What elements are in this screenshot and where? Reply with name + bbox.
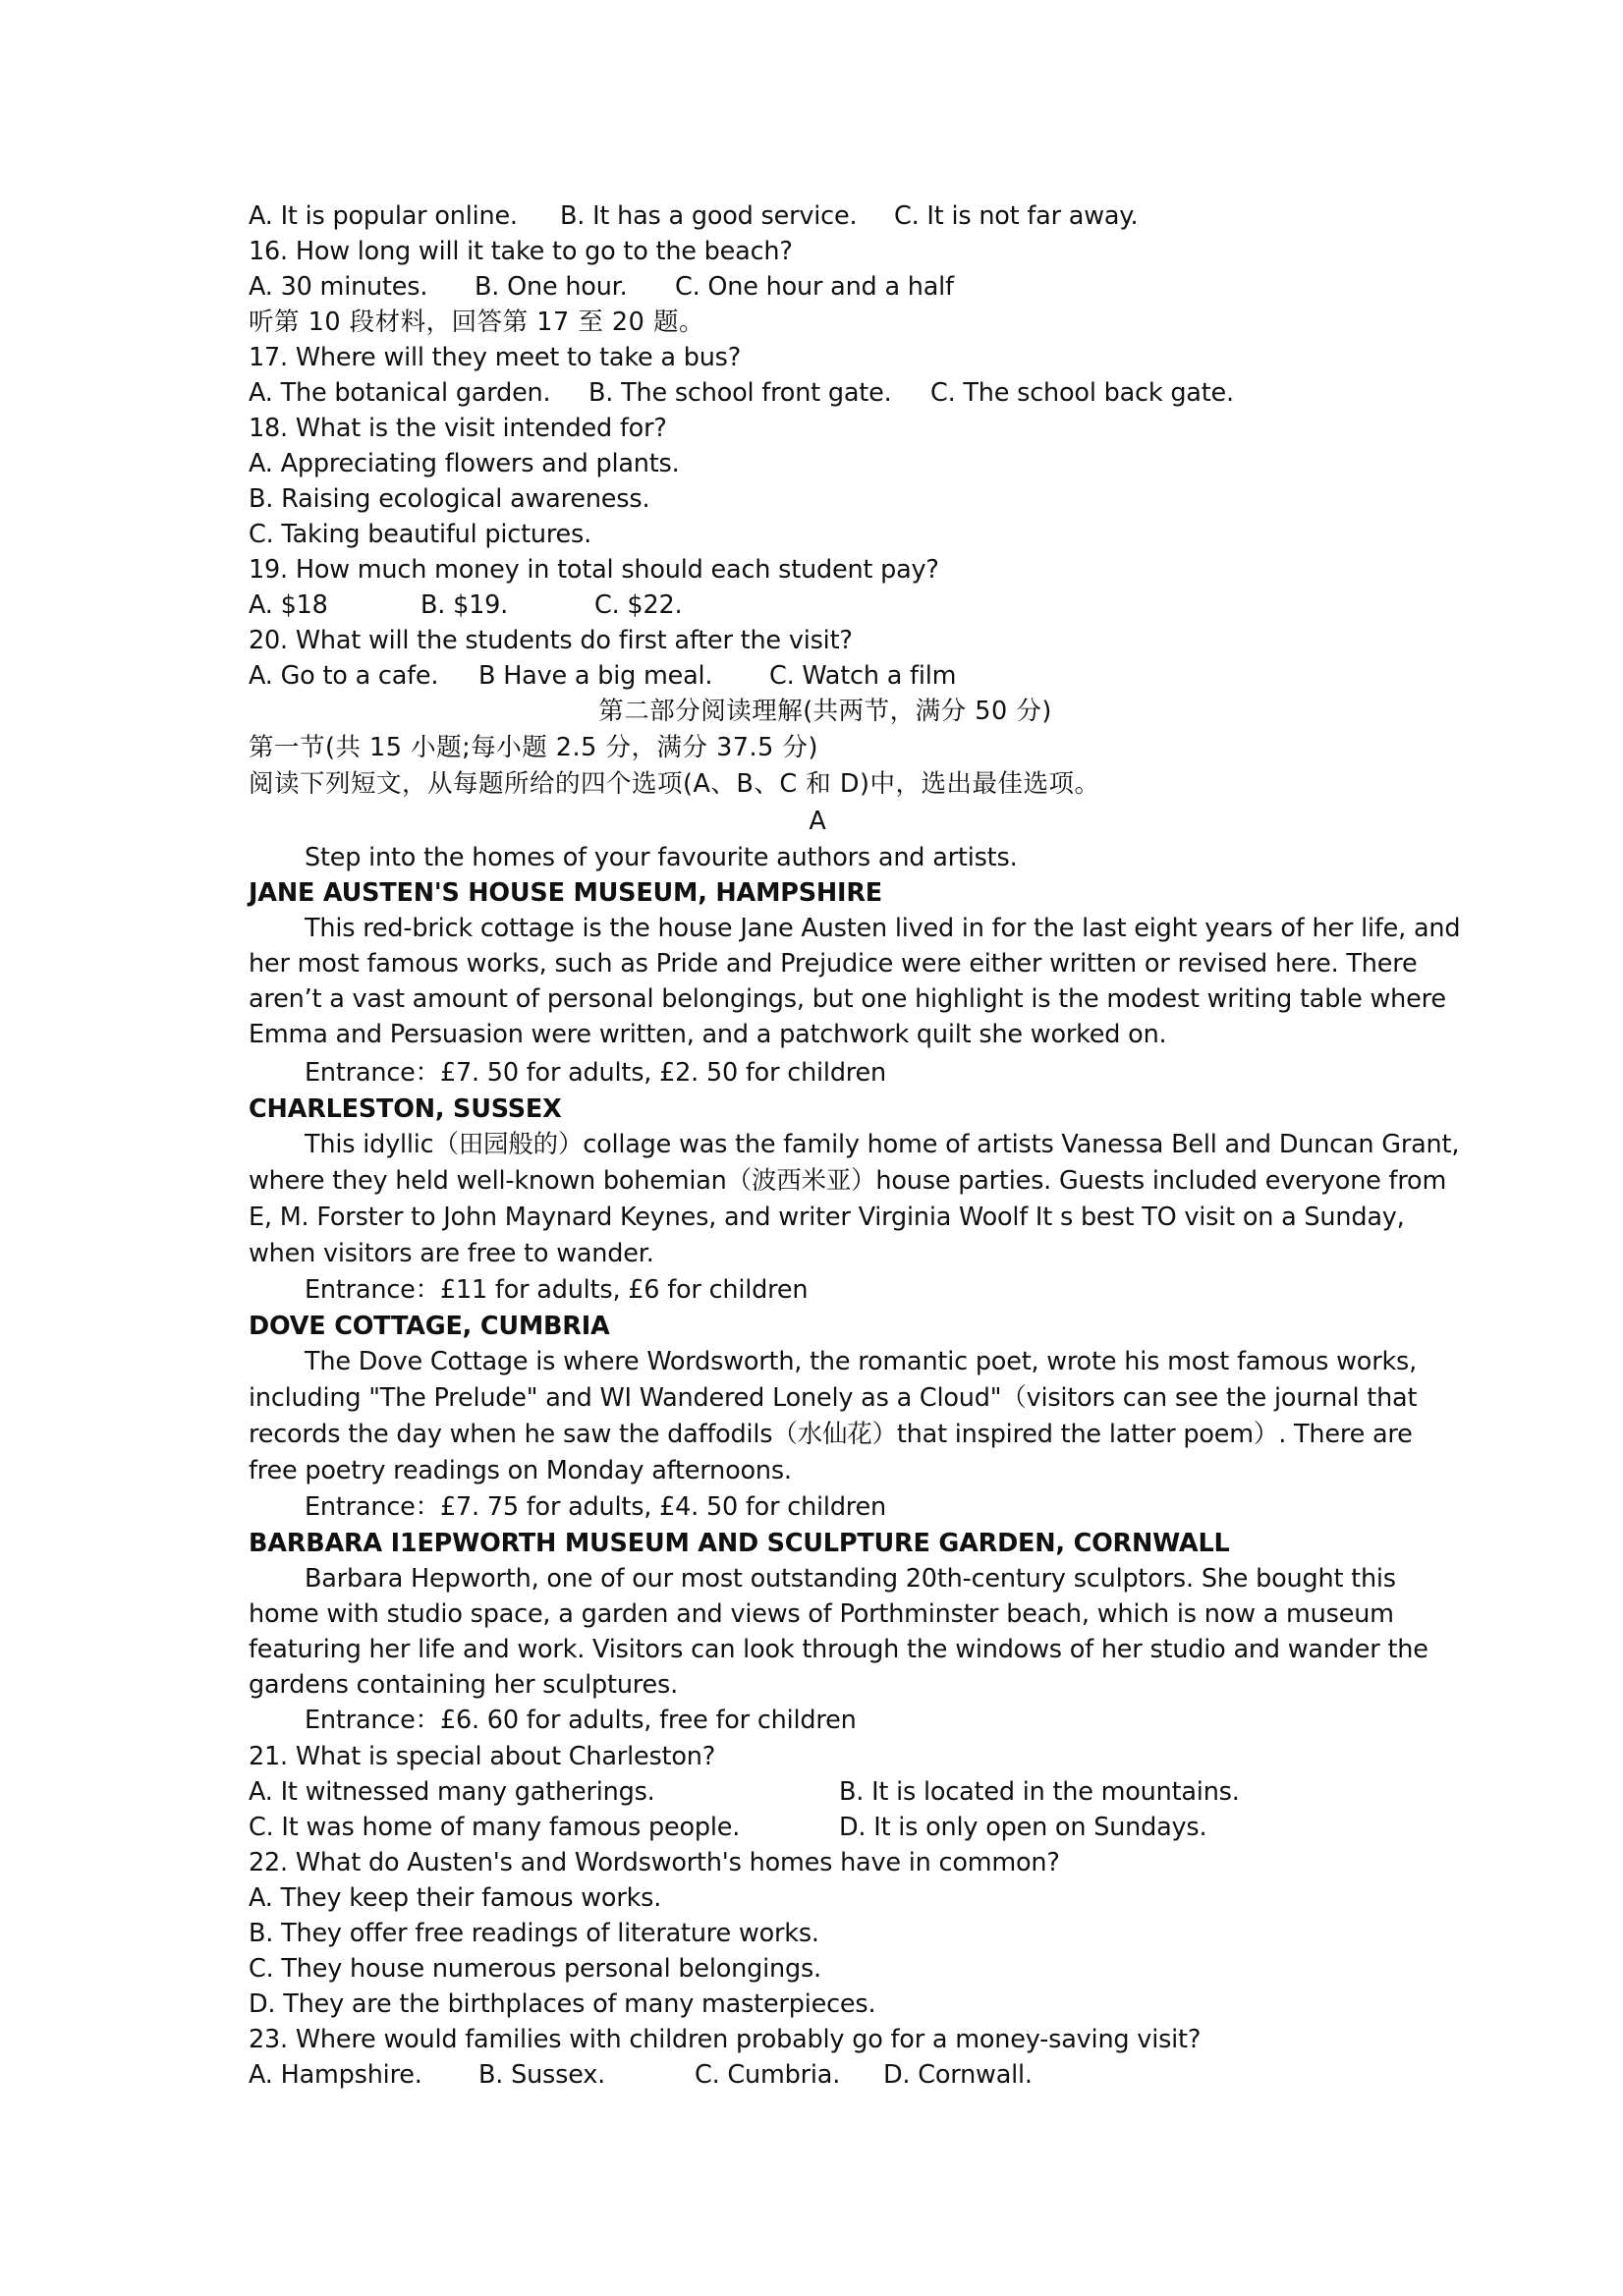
q23-option-b: B. Sussex. <box>478 2060 606 2090</box>
q19-option-a: A. $18 <box>249 590 328 620</box>
passage-label: A <box>809 807 826 836</box>
charleston-line: when visitors are free to wander. <box>249 1239 654 1268</box>
austen-line: aren’t a vast amount of personal belongings, but one highlight is the modest writing table where <box>249 984 1446 1014</box>
q22-option-b: B. They offer free readings of literature works. <box>249 1919 819 1948</box>
hepworth-line: Barbara Hepworth, one of our most outstanding 20th-century sculptors. She bought this <box>305 1564 1396 1594</box>
q20-option-a: A. Go to a cafe. <box>249 661 439 691</box>
q15-option-c: C. It is not far away. <box>894 201 1139 231</box>
q18-option-a: A. Appreciating flowers and plants. <box>249 449 680 478</box>
austen-line: Emma and Persuasion were written, and a patchwork quilt she worked on. <box>249 1020 1167 1049</box>
q17-option-b: B. The school front gate. <box>588 378 892 408</box>
q21-option-a: A. It witnessed many gatherings. <box>249 1777 655 1807</box>
q20-question: 20. What will the students do first after the visit? <box>249 626 853 655</box>
q22-option-c: C. They house numerous personal belongings. <box>249 1954 821 1984</box>
q16-question: 16. How long will it take to go to the beach? <box>249 237 793 266</box>
q16-option-c: C. One hour and a half <box>675 272 954 302</box>
part2-section1: 第一节(共 15 小题;每小题 2.5 分，满分 37.5 分) <box>249 733 818 762</box>
hepworth-line: featuring her life and work. Visitors can look through the windows of her studio and wander the <box>249 1635 1428 1664</box>
charleston-line: E, M. Forster to John Maynard Keynes, and writer Virginia Woolf It s best TO visit on a Sunday, <box>249 1203 1405 1232</box>
q16-option-b: B. One hour. <box>475 272 628 302</box>
passage-intro: Step into the homes of your favourite authors and artists. <box>305 843 1018 872</box>
q17-option-a: A. The botanical garden. <box>249 378 551 408</box>
dove-line: free poetry readings on Monday afternoons. <box>249 1456 792 1485</box>
q18-option-c: C. Taking beautiful pictures. <box>249 520 592 549</box>
charleston-entrance: Entrance：£11 for adults, £6 for children <box>305 1275 809 1305</box>
q21-option-b: B. It is located in the mountains. <box>839 1777 1240 1807</box>
q22-question: 22. What do Austen's and Wordsworth's homes have in common? <box>249 1848 1060 1877</box>
q21-option-d: D. It is only open on Sundays. <box>839 1813 1207 1842</box>
q19-option-b: B. $19. <box>420 590 509 620</box>
section-title-austen: JANE AUSTEN'S HOUSE MUSEUM, HAMPSHIRE <box>249 878 882 908</box>
q20-option-c: C. Watch a film <box>769 661 957 691</box>
hepworth-line: home with studio space, a garden and views of Porthminster beach, which is now a museum <box>249 1599 1394 1629</box>
charleston-line: where they held well-known bohemian（波西米亚）house parties. Guests included everyone from <box>249 1166 1447 1196</box>
austen-line: This red-brick cottage is the house Jane Austen lived in for the last eight years of her life, and <box>305 914 1461 943</box>
dove-line: including "The Prelude" and WI Wandered Lonely as a Cloud"（visitors can see the journal that <box>249 1383 1418 1413</box>
q18-question: 18. What is the visit intended for? <box>249 414 667 443</box>
q17-question: 17. Where will they meet to take a bus? <box>249 343 742 372</box>
q23-option-a: A. Hampshire. <box>249 2060 422 2090</box>
q19-question: 19. How much money in total should each student pay? <box>249 555 939 585</box>
dove-entrance: Entrance：£7. 75 for adults, £4. 50 for children <box>305 1492 886 1522</box>
q17-option-c: C. The school back gate. <box>930 378 1234 408</box>
charleston-line: This idyllic（田园般的）collage was the family home of artists Vanessa Bell and Duncan Grant, <box>305 1130 1460 1159</box>
q16-option-a: A. 30 minutes. <box>249 272 428 302</box>
q23-option-c: C. Cumbria. <box>695 2060 841 2090</box>
part2-heading: 第二部分阅读理解(共两节，满分 50 分) <box>598 697 1052 726</box>
q21-option-c: C. It was home of many famous people. <box>249 1813 741 1842</box>
q19-option-c: C. $22. <box>594 590 683 620</box>
section10-instruction: 听第 10 段材料，回答第 17 至 20 题。 <box>249 308 704 337</box>
hepworth-entrance: Entrance：£6. 60 for adults, free for children <box>305 1706 857 1735</box>
section-title-dove-cottage: DOVE COTTAGE, CUMBRIA <box>249 1312 610 1341</box>
section-title-charleston: CHARLESTON, SUSSEX <box>249 1094 562 1124</box>
austen-line: her most famous works, such as Pride and Prejudice were either written or revised here. There <box>249 949 1418 979</box>
part2-instruction: 阅读下列短文，从每题所给的四个选项(A、B、C 和 D)中，选出最佳选项。 <box>249 769 1100 799</box>
q18-option-b: B. Raising ecological awareness. <box>249 484 650 514</box>
hepworth-line: gardens containing her sculptures. <box>249 1670 679 1700</box>
q23-option-d: D. Cornwall. <box>883 2060 1033 2090</box>
section-title-hepworth: BARBARA I1EPWORTH MUSEUM AND SCULPTURE GARDEN, CORNWALL <box>249 1529 1230 1558</box>
dove-line: records the day when he saw the daffodils（水仙花）that inspired the latter poem）. There are <box>249 1420 1413 1449</box>
q23-question: 23. Where would families with children probably go for a money-saving visit? <box>249 2025 1202 2054</box>
q22-option-a: A. They keep their famous works. <box>249 1883 662 1913</box>
q15-option-a: A. It is popular online. <box>249 201 518 231</box>
austen-entrance: Entrance：£7. 50 for adults, £2. 50 for children <box>305 1058 886 1088</box>
q20-option-b: B Have a big meal. <box>478 661 713 691</box>
dove-line: The Dove Cottage is where Wordsworth, the romantic poet, wrote his most famous works, <box>305 1347 1418 1376</box>
q15-option-b: B. It has a good service. <box>560 201 858 231</box>
q22-option-d: D. They are the birthplaces of many masterpieces. <box>249 1989 876 2019</box>
q21-question: 21. What is special about Charleston? <box>249 1742 716 1771</box>
